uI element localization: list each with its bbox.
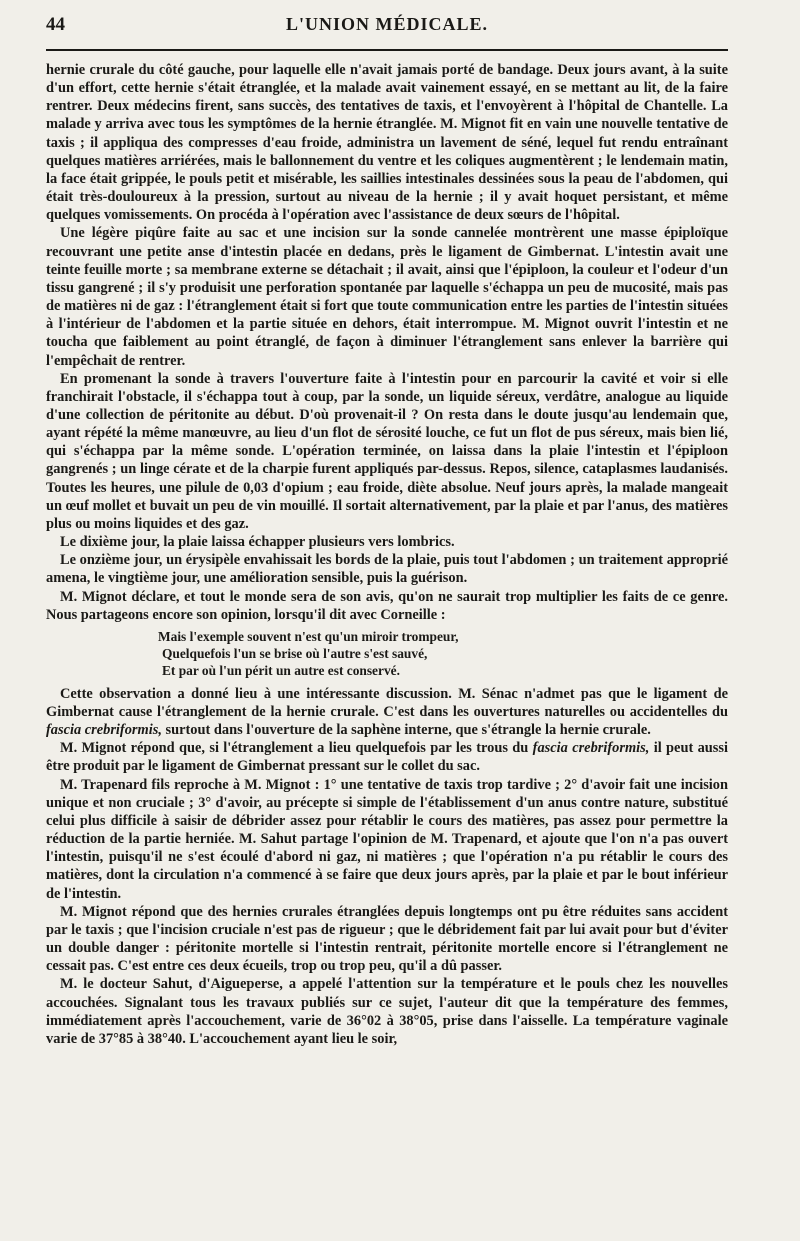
paragraph: Le onzième jour, un érysipèle envahissait les bords de la plaie, puis tout l'abdomen ; un traitement approprié amena, le vingtième jour, une amélioration sensible, puis la guérison. — [46, 552, 728, 587]
paragraph: M. Mignot répond que, si l'étranglement a lieu quelquefois par les trous du fascia crebriformis, il peut aussi être produit par le ligament de Gimbernat pressant sur le collet du sac. — [46, 740, 728, 775]
italic-term: fascia crebriformis, — [532, 740, 650, 757]
verse-line: Mais l'exemple souvent n'est qu'un miroir trompeur, — [158, 628, 459, 644]
page-header — [46, 14, 728, 42]
paragraph: En promenant la sonde à travers l'ouverture faite à l'intestin pour en parcourir la cavité et voir si elle franchirait l'obstacle, il s'échappa tout à coup, par la sonde, un liquide séreux, verdâtre, analogue au liquide d'une collection de péritonite au début. D'où provenait-il ? On resta dans le doute jusqu'au lendemain que, ayant répété la même manœuvre, au lieu d'un flot de sérosité louche, ce fut un flot de pus séreux, mais bien lié, qui s'échappa par la même sonde. L'opération terminée, on laissa dans la plaie l'intestin et l'épiploon gangrenés ; un linge cérate et de la charpie furent appliqués par-dessus. Repos, silence, cataplasmes laudanisés. Toutes les heures, une pilule de 0,03 d'opium ; eau froide, diète absolue. Neuf jours après, la malade mangeait un œuf mollet et buvait un peu de vin mouillé. Il sortait alternativement, par la plaie et par l'anus, des matières plus ou moins liquides et des gaz. — [46, 370, 728, 532]
header-rule — [46, 49, 728, 51]
running-title: L'UNION MÉDICALE. — [285, 14, 489, 34]
paragraph: Le dixième jour, la plaie laissa échapper plusieurs vers lombrics. — [60, 534, 455, 551]
verse-quotation — [158, 628, 728, 679]
paragraph: hernie crurale du côté gauche, pour laquelle elle n'avait jamais porté de bandage. Deux jours avant, à la suite d'un effort, cette hernie s'était étranglée, et la malade avait vainement essayé, en se mettant au lit, de la faire rentrer. Deux médecins firent, sans succès, des tentatives de taxis, et l'envoyèrent à l'hôpital de Chantelle. La malade y arriva avec tous les symptômes de la hernie étranglée. M. Mignot fit en vain une nouvelle tentative de taxis ; il appliqua des compresses d'eau froide, administra un lavement de séné, lequel fut rendu entraînant quelques matières arriérées, mais le ballonnement du ventre et les coliques augmentèrent ; le lendemain matin, la face était grippée, le pouls petit et misérable, les saillies intestinales dessinées sous la peau de l'abdomen, qui était très-douloureux à la pression, surtout au niveau de la hernie ; il y avait hoquet persistant, et même quelques vomissements. On procéda à l'opération avec l'assistance de deux sœurs de l'hôpital. — [46, 62, 728, 224]
italic-term: fascia crebriformis, — [46, 722, 162, 739]
paragraph: M. Trapenard fils reproche à M. Mignot : 1° une tentative de taxis trop tardive ; 2° d'avoir fait une incision unique et non cruciale ; 3° d'avoir, au précepte si simple de l'établissement d'un anus contre nature, substitué celui plus difficile à saisir de débrider assez pour rétablir le cours des matières, pas assez pour permettre la réduction de la partie herniée. M. Sahut partage l'opinion de M. Trapenard, et ajoute que l'on n'a pas ouvert l'intestin, puisqu'il ne s'est écoulé d'abord ni gaz, ni matières ; que l'opération n'a pu rétablir le cours des matières, dont la circulation n'a commencé à se faire que deux jours après, par la plaie et par le bout inférieur de l'intestin. — [46, 776, 728, 902]
paragraph: M. Mignot répond que des hernies crurales étranglées depuis longtemps ont pu être réduites sans accident par le taxis ; que l'incision cruciale n'est pas de rigueur ; que le débridement fait par lui avait pour but d'éviter un double danger : péritonite mortelle si l'intestin rentrait, péritonite mortelle encore si l'étranglement ne cessait pas. C'est entre ces deux écueils, trop ou trop peu, qu'il a dû passer. — [46, 903, 728, 975]
paragraph: M. Mignot déclare, et tout le monde sera de son avis, qu'on ne saurait trop multiplier les faits de ce genre. Nous partageons encore son opinion, lorsqu'il dit avec Corneille : — [46, 588, 728, 623]
verse-line: Et par où l'un périt un autre est conservé. — [162, 662, 400, 678]
article-body — [46, 61, 728, 1048]
verse-line: Quelquefois l'un se brise où l'autre s'est sauvé, — [162, 645, 428, 661]
paragraph: Une légère piqûre faite au sac et une incision sur la sonde cannelée montrèrent une masse épiploïque recouvrant une petite anse d'intestin placée en dedans, près le ligament de Gimbernat. L'intestin avait une teinte feuille morte ; sa membrane externe se détachait ; il avait, ainsi que l'épiploon, la couleur et l'odeur d'un tissu gangrené ; il s'y produisit une perforation spontanée par laquelle s'échappa un peu de mucosité, mais pas de matières ni de gaz : l'étranglement était si fort que toute communication entre les parties de l'intestin situées à l'intérieur de l'abdomen et la partie située en dehors, était interrompue. M. Mignot ouvrit l'intestin et ne toucha que faiblement au point étranglé, de façon à diminuer l'étranglement sans enlever la barrière qui l'empêchait de rentrer. — [46, 225, 728, 369]
paragraph: Cette observation a donné lieu à une intéressante discussion. M. Sénac n'admet pas que le ligament de Gimbernat cause l'étranglement de la hernie crurale. C'est dans les ouvertures naturelles ou accidentelles du fascia crebriformis, surtout dans l'ouverture de la saphène interne, que s'étrangle la hernie crurale. — [46, 685, 728, 739]
page-number: 44 — [46, 14, 65, 35]
paragraph: M. le docteur Sahut, d'Aigueperse, a appelé l'attention sur la température et le pouls chez les nouvelles accouchées. Signalant tous les travaux publiés sur ce sujet, l'auteur dit que la température des femmes, immédiatement après l'accouchement, varie de 36°02 à 38°05, prise dans l'aisselle. La température vaginale varie de 37°85 à 38°40. L'accouchement ayant lieu le soir, — [46, 976, 728, 1047]
